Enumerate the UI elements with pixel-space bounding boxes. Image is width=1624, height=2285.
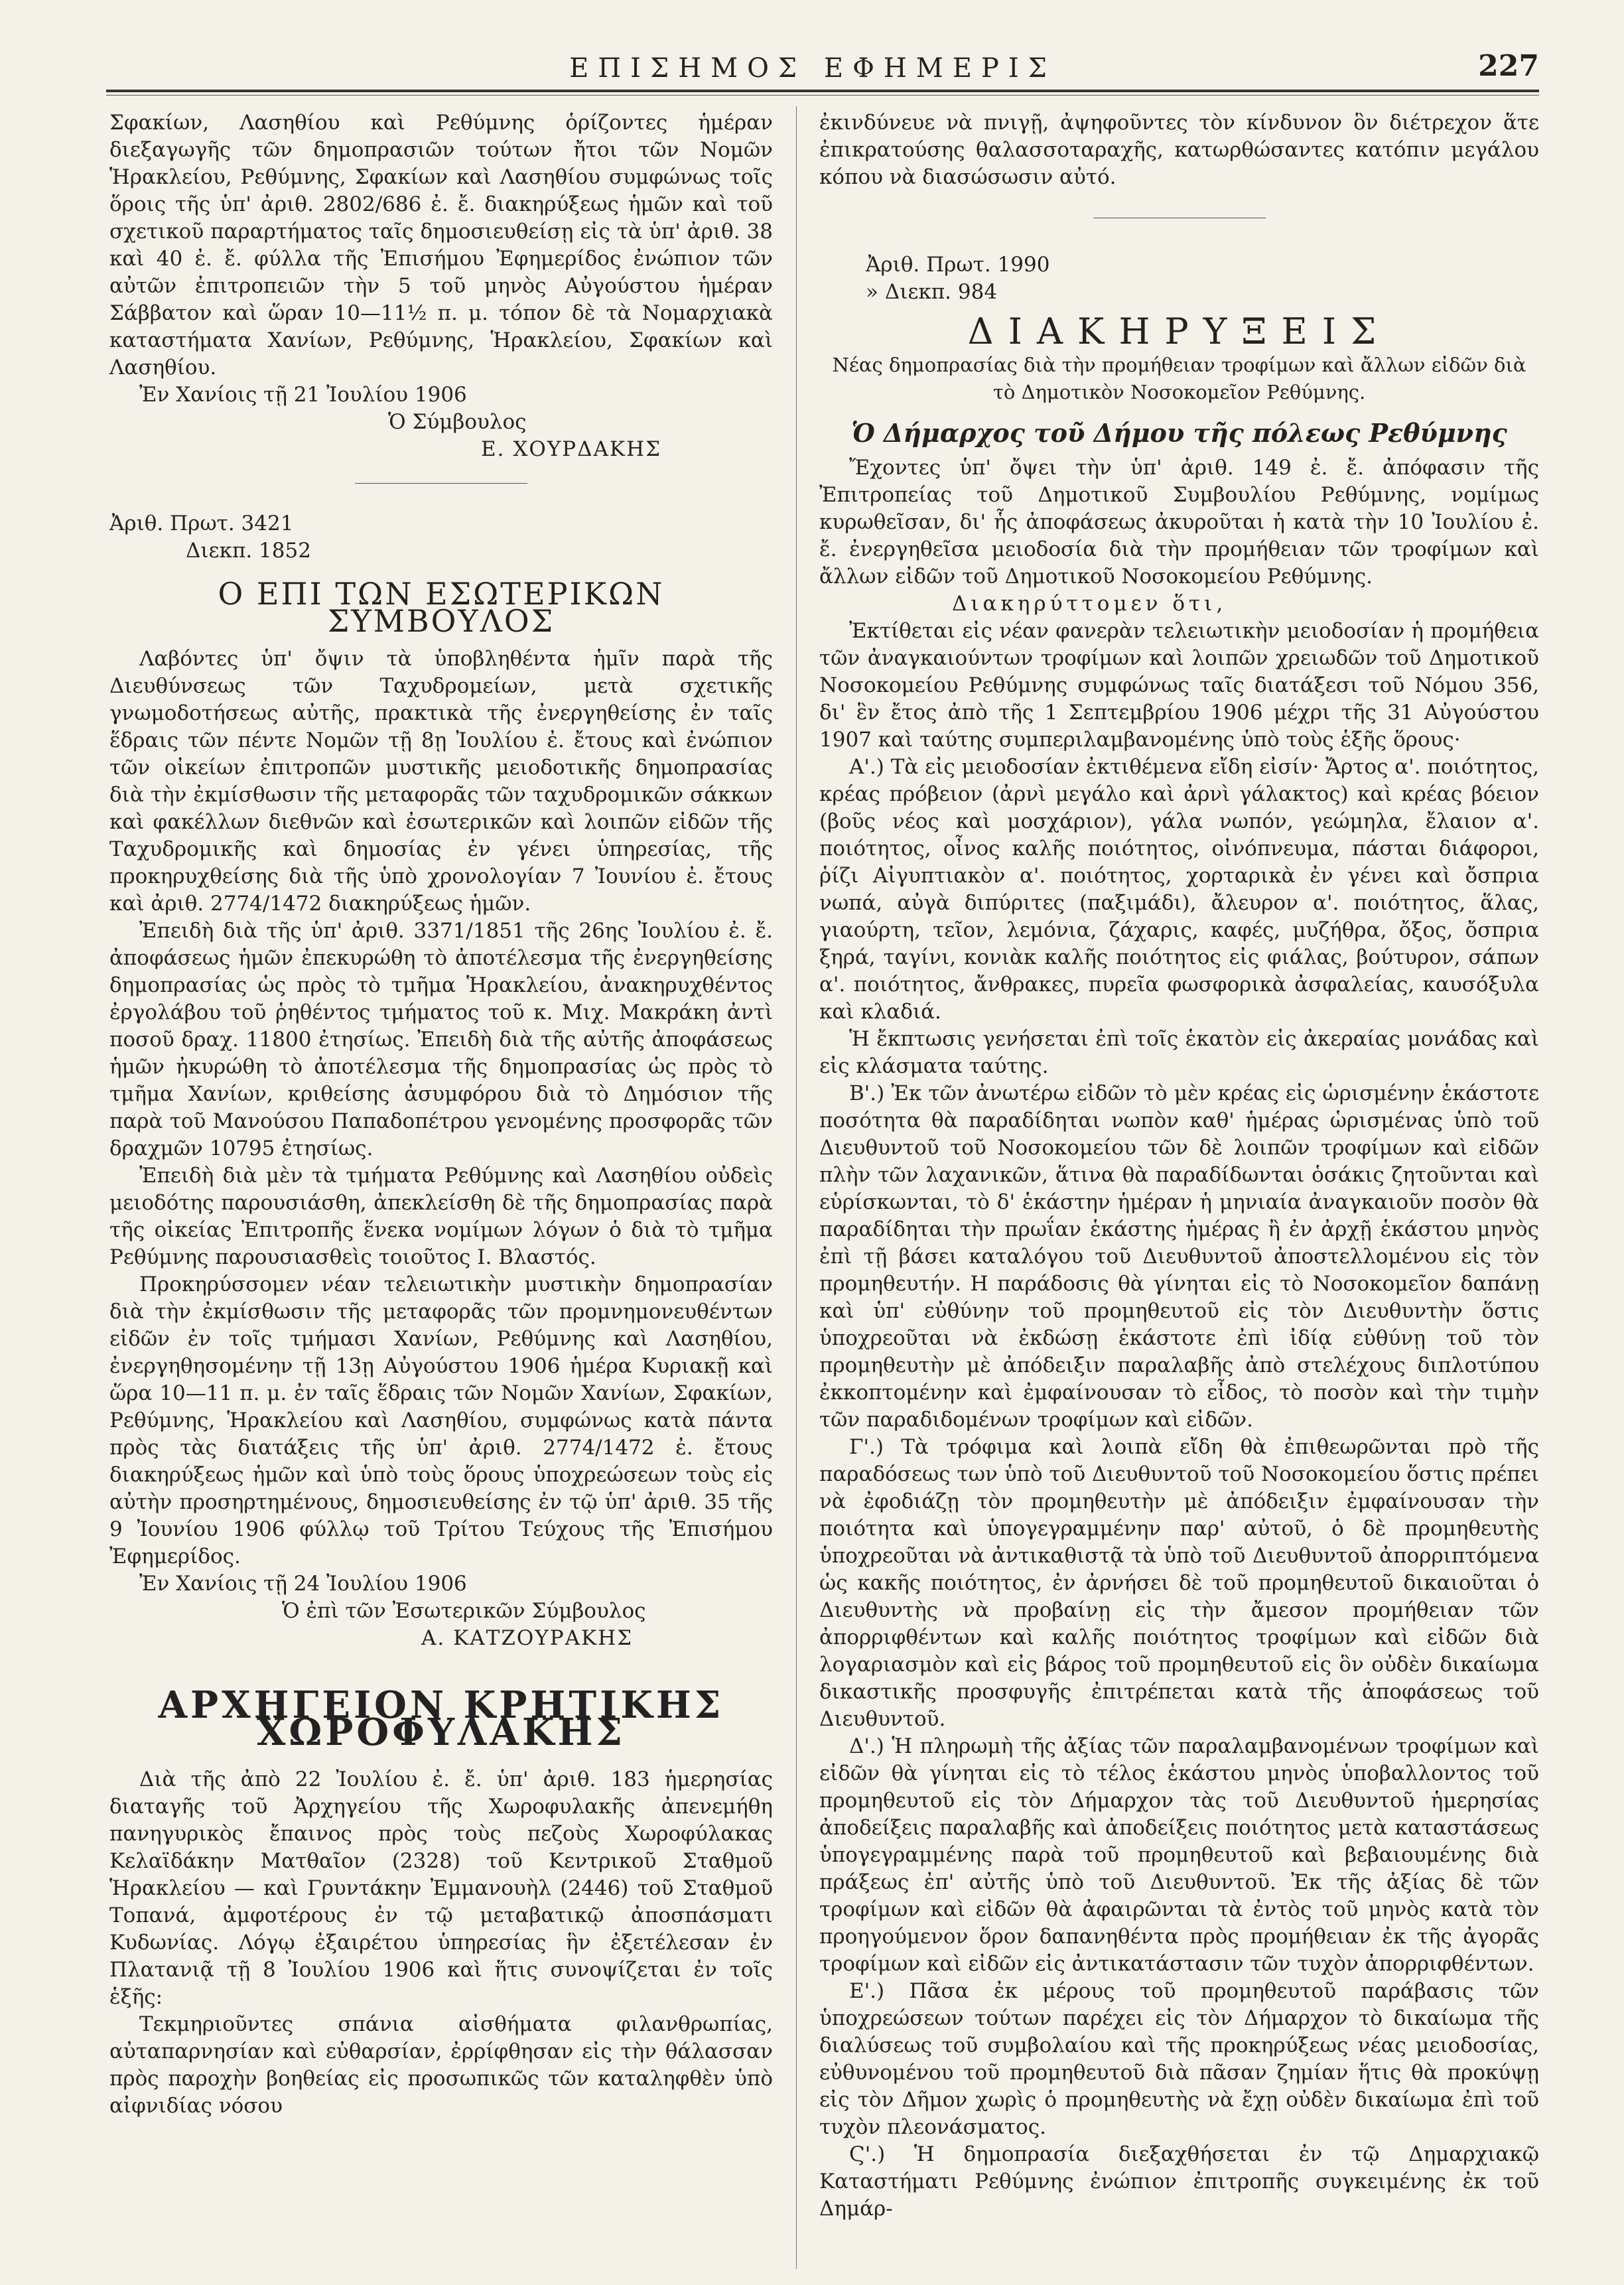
paragraph: Ἐπειδὴ διὰ τῆς ὑπ' ἀριθ. 3371/1851 τῆς 26ης Ἰουλίου ἐ. ἔ. ἀποφάσεως ἡμῶν ἐπεκυρώθη τὸ ἀποτέλεσμα τῆς ἐνεργηθείσης δημοπρασίας ὡς πρὸς τὸ τμῆμα Ἡρακλείου, ἀνακηρυχθέντος ἐργολάβου τοῦ ῥηθέντος τμήματος τοῦ κ. Μιχ. Μακράκη ἀντὶ ποσοῦ δραχ. 11800 ἐτησίως. Ἐπειδὴ διὰ τῆς αὐτῆς ἀποφάσεως ἡμῶν ἠκυρώθη τὸ ἀποτέλεσμα τῆς δημοπρασίας ὡς πρὸς τὸ τμῆμα Χανίων, κριθείσης ἀσυμφόρου διὰ τὸ Δημόσιον τῆς παρὰ τοῦ Μανούσου Παπαδοπέτρου γενομένης προσφορᾶς τῶν δραχμῶν 10795 ἐτησίως. [109, 919, 773, 1160]
column-divider [796, 106, 797, 2269]
reference-numbers [109, 510, 773, 565]
paragraph: Ἡ ἔκπτωσις γενήσεται ἐπὶ τοῖς ἑκατὸν εἰς ἀκεραίας μονάδας καὶ εἰς κλάσματα ταύτης. [819, 1027, 1539, 1078]
paragraph: Λαβόντες ὑπ' ὄψιν τὰ ὑποβληθέντα ἡμῖν παρὰ τῆς Διευθύνσεως τῶν Ταχυδρομείων, μετὰ σχετικῆς γνωμοδοτήσεως αὐτῆς, πρακτικὰ τῆς ἐνεργηθείσης ἐν ταῖς ἕδραις τῶν πέντε Νομῶν τῇ 8ῃ Ἰουλίου ἐ. ἔτους καὶ ἐνώπιον τῶν οἰκείων ἐπιτροπῶν μυστικῆς μειοδοτικῆς δημοπρασίας διὰ τὴν ἐκμίσθωσιν τῆς μεταφορᾶς τῶν ταχυδρομικῶν σάκκων καὶ φακέλλων διεθνῶν καὶ ἐσωτερικῶν καὶ λοιπῶν εἰδῶν τῆς Ταχυδρομικῆς καὶ δημοσίας ἐν γένει ὑπηρεσίας, τῆς προκηρυχθείσης διὰ τῆς ὑπὸ χρονολογίαν 7 Ἰουνίου ἐ. ἔτους καὶ ἀριθ. 2774/1472 διακηρύξεως ἡμῶν. [109, 647, 773, 916]
signature-name: Ε. ΧΟΥΡΔΑΚΗΣ [481, 437, 662, 461]
ref-dispatch: » Διεκπ. 984 [866, 280, 998, 304]
paragraph: Διὰ τῆς ἀπὸ 22 Ἰουλίου ἐ. ἔ. ὑπ' ἀριθ. 183 ἡμερησίας διαταγῆς τοῦ Ἀρχηγείου τῆς Χωροφυλακῆς ἀπενεμήθη πανηγυρικὸς ἔπαινος πρὸς τοὺς πεζοὺς Χωροφύλακας Κελαϊδάκην Ματθαῖον (2328) τοῦ Κεντρικοῦ Σταθμοῦ Ἡρακλείου — καὶ Γρυντάκην Ἐμμανουὴλ (2446) τοῦ Σταθμοῦ Τοπανά, ἀμφοτέρους ἐν τῷ μεταβατικῷ ἀποσπάσματι Κυδωνίας. Λόγῳ ἐξαιρέτου ὑπηρεσίας ἣν ἐξετέλεσαν ἐν Πλατανιᾷ τῇ 8 Ἰουλίου 1906 καὶ ἥτις συνοψίζεται ἐν τοῖς ἑξῆς: [109, 1767, 773, 2009]
clause-e: Ε'.) Πᾶσα ἐκ μέρους τοῦ προμηθευτοῦ παράβασις τῶν ὑποχρεώσεων τούτων παρέχει εἰς τὸν Δήμαρχον τὸ δικαίωμα τῆς διαλύσεως τοῦ συμβολαίου καὶ τῆς προκηρύξεως νέας μειοδοσίας, εὐθυνομένου τοῦ προμηθευτοῦ διὰ πᾶσαν ζημίαν ἥτις θὰ προκύψῃ εἰς τὸν Δῆμον χωρὶς ὁ προμηθευτὴς νὰ ἔχῃ οὐδὲν δικαίωμα ἐπὶ τοῦ τυχὸν πλεονάσματος. [819, 1979, 1539, 2139]
ref-protocol: Ἀριθ. Πρωτ. 1990 [866, 253, 1050, 277]
clause-a: Α'.) Τὰ εἰς μειοδοσίαν ἐκτιθέμενα εἴδη εἰσίν· Ἄρτος α'. ποιότητος, κρέας πρόβειον (ἀρνὶ μεγάλο καὶ ἀρνὶ γάλακτος) καὶ κρέας βόειον (βοῦς νέος καὶ μοσχάριον), γάλα νωπόν, γεώμηλα, ἔλαιον α'. ποιότητος, οἶνος καλῆς ποιότητος, οἰνόπνευμα, πάσται διάφοροι, ῥίζι Αἰγυπτιακὸν α'. ποιότητος, χορταρικὰ ἐν γένει καὶ ὄσπρια νωπά, αὐγὰ διπύριτες (παξιμάδι), ἄλευρον α'. ποιότητος, ἅλας, γιαούρτη, τεῖον, λεμόνια, ζάχαρις, καφές, μυζήθρα, ὄξος, ὄσπρια ξηρά, ταγίνι, κονιὰκ καλῆς ποιότητος εἰς φιάλας, βούτυρον, σάπων α'. ποιότητος, ἄνθρακες, πυρεῖα φωσφορικὰ ἀσφαλείας, καυσόξυλα καὶ κλαδιά. [819, 755, 1539, 1024]
issuer-title: Ὁ Δήμαρχος τοῦ Δήμου τῆς πόλεως Ρεθύμνης [851, 418, 1507, 448]
clause-d: Δ'.) Ἡ πληρωμὴ τῆς ἀξίας τῶν παραλαμβανομένων τροφίμων καὶ εἰδῶν θὰ γίνηται εἰς τὸ τέλος ἑκάστου μηνὸς ὑποβαλλοντος τοῦ προμηθευτοῦ εἰς τὸν Δήμαρχον τὰς τοῦ Διευθυντοῦ ἡμερησίας ἀποδείξεις παραλαβῆς καὶ ἀποδείξεις ποιότητος μετὰ καταστάσεως ὑπογεγραμμένης παρὰ τοῦ προμηθευτοῦ καὶ βεβαιουμένης διὰ πράξεως ἐπ' αὐτῆς ὑπὸ τοῦ Διευθυντοῦ. Ἐκ τῆς ἀξίας δὲ τῶν τροφίμων καὶ εἰδῶν θὰ ἀφαιρῶνται τὰ ἐντὸς τοῦ μηνὸς κατὰ τὸν προηγούμενον ὅρον δαπανηθέντα πρὸς προμήθειαν ἐκ τῆς ἀγορᾶς τροφίμων καὶ εἰδῶν εἰς ἀντικατάστασιν τῶν τυχὸν ἀπορριφθέντων. [819, 1734, 1539, 1976]
signature-role: Ὁ ἐπὶ τῶν Ἐσωτερικῶν Σύμβουλος [282, 1599, 646, 1623]
paragraph: Προκηρύσσομεν νέαν τελειωτικὴν μυστικὴν δημοπρασίαν διὰ τὴν ἐκμίσθωσιν τῆς μεταφορᾶς τῶν προμνημονευθέντων εἰδῶν ἐν τοῖς τμήμασι Χανίων, Ρεθύμνης καὶ Λασηθίου, ἐνεργηθησομένην τῇ 13ῃ Αὐγούστου 1906 ἡμέρα Κυριακῇ καὶ ὥρα 10—11 π. μ. ἐν ταῖς ἕδραις τῶν Νομῶν Χανίων, Σφακίων, Ρεθύμνης, Ἡρακλείου καὶ Λασηθίου, συμφώνως κατὰ πάντα πρὸς τὰς διατάξεις τῆς ὑπ' ἀριθ. 2774/1472 ἐ. ἔτους διακηρύξεως ἡμῶν καὶ ὑπὸ τοὺς ὅρους ὑποχρεώσεων τοὺς εἰς αὐτὴν προσηρτημένους, δημοσιευθείσης ἐν τῷ ὑπ' ἀριθ. 35 τῆς 9 Ἰουνίου 1906 φύλλῳ τοῦ Τρίτου Τεύχους τῆς Ἐπισήμου Ἐφημερίδος. [109, 1273, 773, 1568]
date-line: Ἐν Χανίοις τῇ 21 Ἰουλίου 1906 [139, 383, 467, 407]
header-rule-thin [106, 95, 1539, 96]
section-title: Ο ΕΠΙ ΤΩΝ ΕΣΩΤΕΡΙΚΩΝ ΣΥΜΒΟΥΛΟΣ [218, 576, 665, 639]
paragraph: Ἐκτίθεται εἰς νέαν φανερὰν τελειωτικὴν μειοδοσίαν ἡ προμήθεια τῶν ἀναγκαιούντων τροφίμων καὶ λοιπῶν χρειωδῶν τοῦ Δημοτικοῦ Νοσοκομείου Ρεθύμνης συμφώνως ταῖς διατάξεσι τοῦ Νόμου 356, δι' ἓν ἔτος ἀπὸ τῆς 1 Σεπτεμβρίου 1906 μέχρι τῆς 31 Αὐγούστου 1907 καὶ ταύτης συμπεριλαμβανομένης ὑπὸ τοὺς ἑξῆς ὅρους· [819, 619, 1539, 752]
declaration-line: Διακηρύττομεν ὅτι, [952, 592, 1227, 616]
section-title: ΑΡΧΗΓΕΙΟΝ ΚΡΗΤΙΚΗΣ ΧΩΡΟΦΥΛΑΚΗΣ [158, 1683, 724, 1754]
signature-name: Α. ΚΑΤΖΟΥΡΑΚΗΣ [421, 1626, 634, 1650]
signature-role: Ὁ Σύμβουλος [388, 410, 527, 434]
section-subtitle: Νέας δημοπρασίας διὰ τὴν προμήθειαν τροφίμων καὶ ἄλλων εἰδῶν διὰ τὸ Δημοτικὸν Νοσοκομεῖον Ρεθύμνης. [832, 354, 1526, 403]
clause-f: Ϛ'.) Ἡ δημοπρασία διεξαχθήσεται ἐν τῷ Δημαρχιακῷ Καταστήματι Ρεθύμνης ἐνώπιον ἐπιτροπῆς συγκειμένης ἐκ τοῦ Δημάρ- [819, 2142, 1539, 2221]
page-number: 227 [1478, 49, 1539, 83]
ref-dispatch: Διεκπ. 1852 [186, 539, 311, 563]
date-line: Ἐν Χανίοις τῇ 24 Ἰουλίου 1906 [139, 1572, 467, 1596]
divider [355, 483, 527, 484]
right-column [819, 109, 1539, 2223]
paragraph: Ἔχοντες ὑπ' ὄψει τὴν ὑπ' ἀριθ. 149 ἐ. ἔ. ἀπόφασιν τῆς Ἐπιτροπείας τοῦ Δημοτικοῦ Συμβουλίου Ρεθύμνης, νομίμως κυρωθεῖσαν, δι' ἧς ἀποφάσεως ἀκυροῦται ἡ κατὰ τὴν 10 Ἰουλίου ἐ. ἔ. ἐνεργηθεῖσα μειοδοσία διὰ τὴν προμήθειαν τῶν τροφίμων καὶ ἄλλων εἰδῶν τοῦ Δημοτικοῦ Νοσοκομείου Ρεθύμνης. [819, 456, 1539, 589]
page-header [86, 48, 1539, 88]
newspaper-title: ΕΠΙΣΗΜΟΣ ΕΦΗΜΕΡΙΣ [569, 53, 1056, 84]
header-rule [106, 90, 1539, 92]
clause-c: Γ'.) Τὰ τρόφιμα καὶ λοιπὰ εἴδη θὰ ἐπιθεωρῶνται πρὸ τῆς παραδόσεως των ὑπὸ τοῦ Διευθυντοῦ τοῦ Νοσοκομείου ὅστις πρέπει νὰ ἐφοδιάζῃ τὸν προμηθευτὴν μὲ ἀπόδειξιν ἐμφαίνουσαν τὴν ποιότητα καὶ ὑπογεγραμμένην παρ' αὐτοῦ, ὁ δὲ προμηθευτὴς ὑποχρεοῦται νὰ ἀντικαθιστᾷ τὰ ὑπὸ τοῦ Διευθυντοῦ ἀπορριπτόμενα ὡς κακῆς ποιότητος, ἐν ἀρνήσει δὲ τοῦ προμηθευτοῦ δικαιοῦται ὁ Διευθυντὴς νὰ προβαίνῃ εἰς τὴν ἄμεσον προμήθειαν τῶν ἀπορριφθέντων καὶ καλῆς ποιότητος τροφίμων καὶ εἰδῶν διὰ λογαριασμὸν καὶ εἰς βάρος τοῦ προμηθευτοῦ εἰς ὃν οὐδὲν δικαίωμα δικαστικῆς προσφυγῆς ἐπιτρέπεται κατὰ τῆς ἀποφάσεως τοῦ Διευθυντοῦ. [819, 1435, 1539, 1731]
paragraph: Τεκμηριοῦντες σπάνια αἰσθήματα φιλανθρωπίας, αὐταπαρνησίαν καὶ εὐθαρσίαν, ἐρρίφθησαν εἰς τὴν θάλασσαν πρὸς παροχὴν βοηθείας εἰς προσωπικῶς τῶν καταληφθὲν ὑπὸ αἰφνιδίας νόσου [109, 2012, 773, 2118]
paragraph: ἐκινδύνευε νὰ πνιγῇ, ἀψηφοῦντες τὸν κίνδυνον ὃν διέτρεχον ἅτε ἐπικρατούσης θαλασσοταραχῆς, κατωρθώσαντες κατόπιν μεγάλου κόπου νὰ διασώσωσιν αὐτό. [819, 111, 1539, 189]
section-title: ΔΙΑΚΗΡΥΞΕΙΣ [967, 311, 1391, 352]
ref-protocol: Ἀριθ. Πρωτ. 3421 [109, 512, 294, 535]
clause-b: Β'.) Ἐκ τῶν ἀνωτέρω εἰδῶν τὸ μὲν κρέας εἰς ὡρισμένην ἑκάστοτε ποσότητα θὰ παραδίδηται νωπὸν καθ' ἡμέρας ὡρισμένας ὑπὸ τοῦ Διευθυντοῦ τοῦ Νοσοκομείου τῶν δὲ λοιπῶν τροφίμων καὶ εἰδῶν πλὴν τῶν λαχανικῶν, ἅτινα θὰ παραδίδωνται ὁσάκις ζητοῦνται καὶ εὑρίσκωνται, τὸ δ' ἑκάστην ἡμέραν ἡ μηνιαία ἀναγκαιοῦν ποσὸν θὰ παραδίδηται τὴν πρωΐαν ἑκάστης ἡμέρας ἢ ἐν ἀρχῇ ἑκάστου μηνὸς ἐπὶ τῇ βάσει καταλόγου τοῦ Διευθυντοῦ ἀποστελλομένου εἰς τὸν προμηθευτήν. Η παράδοσις θὰ γίνηται εἰς τὸ Νοσοκομεῖον δαπάνῃ καὶ ὑπ' εὐθύνην τοῦ προμηθευτοῦ εἰς τὸν Διευθυντὴν ὅστις ὑποχρεοῦται νὰ ἐκδώσῃ ἑκάστοτε ἐπὶ ἰδίᾳ εὐθύνῃ τοῦ τὸν προμηθευτὴν μὲ ἀπόδειξιν παραλαβῆς ἀπὸ στελέχους διπλοτύπου ἐκκοπτομένην καὶ ἐμφαίνουσαν τὸ εἶδος, τὸ ποσὸν καὶ τὴν τιμὴν τῶν παραδιδομένων τροφίμων καὶ εἰδῶν. [819, 1081, 1539, 1432]
paragraph: Ἐπειδὴ διὰ μὲν τὰ τμήματα Ρεθύμνης καὶ Λασηθίου οὐδεὶς μειοδότης παρουσιάσθη, ἀπεκλείσθη δὲ τῆς δημοπρασίας παρὰ τῆς οἰκείας Ἐπιτροπῆς ἕνεκα νομίμων λόγων ὁ διὰ τὸ τμῆμα Ρεθύμνης παρουσιασθεὶς τοιοῦτος Ι. Βλαστός. [109, 1164, 773, 1269]
left-column [109, 109, 773, 2120]
paragraph: Σφακίων, Λασηθίου καὶ Ρεθύμνης ὁρίζοντες ἡμέραν διεξαγωγῆς τῶν δημοπρασιῶν τούτων ἤτοι τῶν Νομῶν Ἡρακλείου, Ρεθύμνης, Σφακίων καὶ Λασηθίου συμφώνως τοῖς ὅροις τῆς ὑπ' ἀριθ. 2802/686 ἐ. ἔ. διακηρύξεως ἡμῶν καὶ τοῦ σχετικοῦ παραρτήματος ταῖς δημοσιευθείσῃ εἰς τὰ ὑπ' ἀριθ. 38 καὶ 40 ἐ. ἔ. φύλλα τῆς Ἐπισήμου Ἐφημερίδος ἐνώπιον τῶν αὐτῶν ἐπιτροπειῶν τὴν 5 τοῦ μηνὸς Αὐγούστου ἡμέραν Σάββατον καὶ ὥραν 10—11½ π. μ. τόπον δὲ τὰ Νομαρχιακὰ καταστήματα Χανίων, Ρεθύμνης, Ἡρακλείου, Σφακίων καὶ Λασηθίου. [109, 111, 773, 380]
